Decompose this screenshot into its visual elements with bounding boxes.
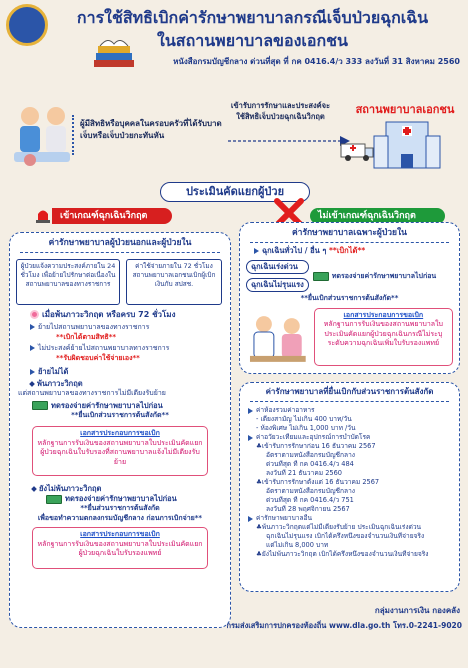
still-critical: ยังไม่พ้นภาวะวิกฤต bbox=[39, 484, 102, 493]
page-subtitle: ในสถานพยาบาลของเอกชน bbox=[157, 31, 348, 50]
claim-list-item: ♣เข้ารับการรักษาก่อน 16 ธันวาคม 2567 bbox=[256, 442, 376, 450]
claim-list-item: - ห้องพิเศษ ไม่เกิน 1,000 บาท /วัน bbox=[256, 424, 356, 432]
claim-list-item: อัตราตามหนังสือกรมบัญชีกลาง bbox=[266, 487, 355, 495]
critical-badge: เข้าเกณฑ์ฉุกเฉินวิกฤต bbox=[52, 208, 172, 224]
urgent-pill: ฉุกเฉินเร่งด่วน bbox=[246, 260, 309, 274]
no-bed-note: แต่สถานพยาบาลของทางราชการไม่มีเตียงรับย้าย bbox=[18, 389, 166, 397]
docs1-body: หลักฐานการรับเงินของสถานพยาบาลใบประเมินคัดแยกผู้ป่วยฉุกเฉินใบรับรองที่สถานพยาบาลแจ้งไม่มีเตียงรับย้าย bbox=[37, 438, 203, 466]
claim-list-item: ด่วนที่สุด ที่ กค 0416.4/ว 751 bbox=[266, 496, 354, 504]
pay-direct: ทดรองจ่ายค่ารักษาพยาบาลไปก่อน bbox=[331, 272, 437, 280]
docs2-body: หลักฐานการรับเงินของสถานพยาบาลใบประเมินคัดแยกผู้ป่วยฉุกเฉินใบรับรองแพทย์ bbox=[37, 539, 203, 557]
claim-list-item: ลงวันที่ 21 ธันวาคม 2560 bbox=[266, 469, 342, 477]
hospital-title: สถานพยาบาลเอกชน bbox=[355, 103, 455, 116]
submit-note: **ยื่นเบิกส่วนราชการต้นสังกัด** bbox=[300, 294, 399, 302]
triangle-icon bbox=[248, 516, 253, 522]
page-title: การใช้สิทธิเบิกค่ารักษาพยาบาลกรณีเจ็บป่วยฉุกเฉิน bbox=[76, 8, 429, 27]
claim-list-item: แต่ไม่เกิน 8,000 บาท bbox=[266, 541, 329, 549]
patient-caption: ผู้มีสิทธิหรือบุคคลในครอบครัวที่ได้รับบาดเจ็บหรือเจ็บป่วยกะทันหัน bbox=[72, 115, 230, 155]
diamond-icon bbox=[29, 381, 35, 387]
claim-list-item: - เตียงสามัญ ไม่เกิน 400 บาท/วัน bbox=[256, 415, 352, 423]
docs1-title[interactable]: เอกสารประกอบการขอเบิก bbox=[80, 429, 160, 437]
past-crisis: พ้นภาวะวิกฤต bbox=[37, 379, 83, 388]
claim-list-item: ลงวันที่ 28 พฤศจิกายน 2567 bbox=[266, 505, 350, 513]
flower-icon bbox=[30, 310, 39, 319]
ambulance-icon bbox=[340, 140, 374, 162]
non-urgent-pill: ฉุกเฉินไม่รุนแรง bbox=[246, 278, 309, 292]
right-panel-bottom bbox=[239, 382, 460, 592]
right-docs-title[interactable]: เอกสารประกอบการขอเบิก bbox=[343, 310, 424, 319]
right-bottom-title: ค่ารักษาพยาบาลที่ยื่นเบิกกับส่วนราชการต้นสังกัด bbox=[250, 383, 449, 402]
flower-heading: เมื่อพ้นภาวะวิกฤต หรือครบ 72 ชั่วโมง bbox=[42, 310, 176, 319]
can-claim: **เบิกได้ตามสิทธิ** bbox=[56, 332, 117, 341]
doctor-illustration bbox=[246, 308, 310, 366]
notify-box: ผู้ป่วยแจ้งความประสงค์ภายใน 24 ชั่วโมง เพื่อย้ายไปรักษาต่อเนื่องในสถานพยาบาลของทางราชการ bbox=[16, 259, 120, 305]
arrow-caption: เข้ารับการรักษาและประสงค์จะใช้สิทธิเจ็บป่วยฉุกเฉินวิกฤต bbox=[230, 101, 331, 121]
pay-direct-1: ทดรองจ่ายค่ารักษาพยาบาลไปก่อน bbox=[51, 400, 163, 410]
claim-list-item: ด่วนที่สุด ที่ กค 0416.4/ว 484 bbox=[266, 460, 354, 468]
claim-list-item: ♣เข้ารับการรักษาตั้งแต่ 16 ธันวาคม 2567 bbox=[256, 478, 380, 486]
arrow-right-icon bbox=[228, 136, 350, 146]
diamond-icon bbox=[31, 486, 37, 492]
money-icon bbox=[32, 401, 48, 410]
expense-box: ค่าใช้จ่ายภายใน 72 ชั่วโมง สถานพยาบาลเอกชนเบิกผู้เบิกเงินกับ สปสช. bbox=[126, 259, 222, 305]
reference-line: หนังสือกรมบัญชีกลาง ด่วนที่สุด ที่ กค 0416.4/ว 333 ลงวันที่ 31 สิงหาคม 2560 bbox=[173, 57, 460, 66]
claim-ceiling-2: **ยื่นส่วนราชการต้นสังกัด bbox=[80, 504, 160, 512]
right-docs-body: หลักฐานการรับเงินของสถานพยาบาลใบประเมินคัดแยกผู้ป่วยฉุกเฉินกรณีไม่ระบุระดับความฉุกเฉินเพิ่มใบรับรองแพทย์ bbox=[323, 320, 443, 347]
triangle-icon bbox=[30, 324, 35, 330]
triangle-icon bbox=[248, 408, 253, 414]
claim-ceiling-1: **ยื่นเบิกส่วนราชการต้นสังกัด** bbox=[71, 410, 169, 419]
claim-list-item: ค่ารักษาพยาบาลอื่น bbox=[256, 514, 313, 522]
footer-contact: กรมส่งเสริมการปกครองท้องถิ่น www.dla.go.th โทร.0-2241-9020 bbox=[226, 621, 462, 630]
patient-illustration bbox=[10, 100, 80, 172]
hospital-icon bbox=[372, 116, 442, 170]
claim-list-item: ค่าอวัยวะเทียมและอุปกรณ์การบำบัดโรค bbox=[256, 433, 371, 441]
pay-direct-2: ทดรองจ่ายค่ารักษาพยาบาลไปก่อน bbox=[65, 494, 177, 503]
footer-division: กลุ่มงานการเงิน กองคลัง bbox=[374, 606, 460, 615]
assessment-label: ประเมินคัดแยกผู้ป่วย bbox=[160, 182, 310, 202]
right-top-title: ค่ารักษาพยาบาลเฉพาะผู้ป่วยใน bbox=[250, 223, 449, 243]
right-panel-top bbox=[239, 222, 460, 374]
self-pay: **รับผิดชอบค่าใช้จ่ายเอง** bbox=[56, 353, 140, 362]
claim-list-item: อัตราตามหนังสือกรมบัญชีกลาง bbox=[266, 451, 355, 459]
claim-list bbox=[240, 402, 459, 559]
claim-list-item: ฉุกเฉินไม่รุนแรง เบิกได้ครึ่งหนึ่งของจำนวนเงินที่จ่ายจริง bbox=[266, 532, 425, 540]
not-critical-badge: ไม่เข้าเกณฑ์ฉุกเฉินวิกฤต bbox=[310, 208, 445, 224]
left-panel bbox=[9, 232, 231, 628]
claim-list-item: ค่าห้องรวมค่าอาหาร bbox=[256, 406, 315, 414]
money-icon bbox=[313, 272, 329, 281]
claim-list-item: ♣พ้นภาวะวิกฤตแต่ไม่มีเตียงรับย้าย ประเมินฉุกเฉินเร่งด่วน bbox=[256, 523, 422, 531]
docs2-title[interactable]: เอกสารประกอบการขอเบิก bbox=[80, 530, 160, 538]
not-move: ไม่ประสงค์ย้ายไปสถานพยาบาลทางราชการ bbox=[38, 344, 170, 352]
triangle-icon bbox=[30, 345, 35, 351]
emergency-claim: **เบิกได้** bbox=[329, 246, 366, 255]
move-to-gov: ย้ายไปสถานพยาบาลของทางราชการ bbox=[38, 323, 150, 331]
triangle-icon bbox=[254, 248, 259, 254]
triangle-icon bbox=[248, 435, 253, 441]
cannot-move: ย้ายไม่ได้ bbox=[38, 367, 69, 376]
dla-logo bbox=[6, 4, 48, 46]
siren-icon bbox=[34, 205, 52, 223]
claim-note: เพื่อขอทำความตกลงกรมบัญชีกลาง ก่อนการเบิกจ่าย** bbox=[37, 513, 203, 522]
money-icon bbox=[46, 495, 62, 504]
left-panel-title: ค่ารักษาพยาบาลผู้ป่วยนอกและผู้ป่วยใน bbox=[20, 233, 220, 253]
claim-list-item: ♣ยังไม่พ้นภาวะวิกฤต เบิกได้ครึ่งหนึ่งของจำนวนเงินที่จ่ายจริง bbox=[256, 550, 429, 558]
triangle-icon bbox=[30, 369, 35, 375]
emergency-line: ฉุกเฉินทั่วไป / อื่น ๆ bbox=[262, 246, 327, 255]
